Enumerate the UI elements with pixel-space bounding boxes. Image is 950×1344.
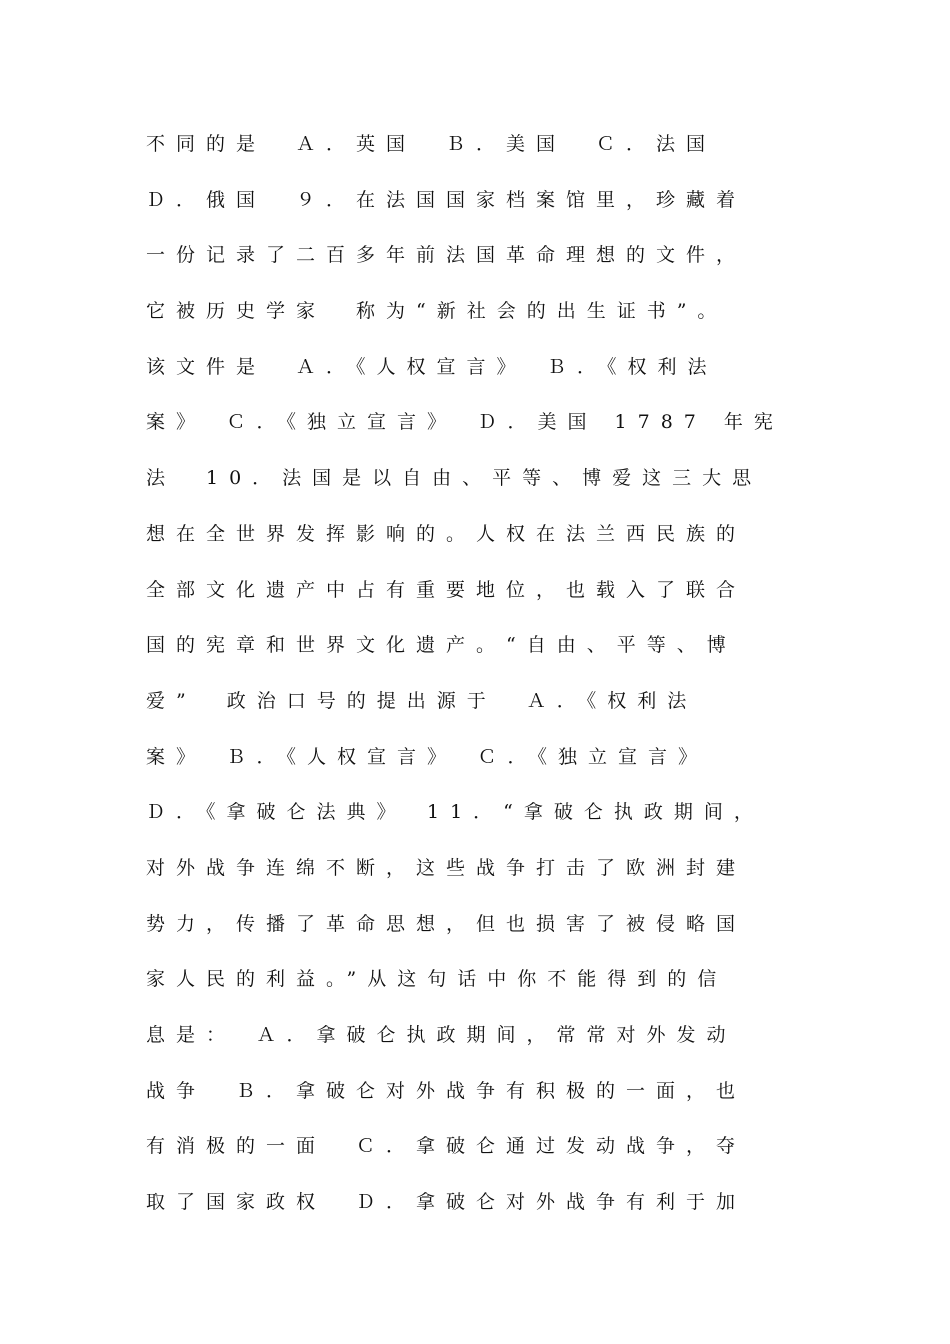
text-line: 势力，传播了革命思想，但也损害了被侵略国 bbox=[146, 912, 747, 935]
text-line: 取了国家政权 Ｄ．拿破仑对外战争有利于加 bbox=[146, 1191, 747, 1214]
text-line: 爱” 政治口号的提出源于 Ａ．《权利法 bbox=[146, 689, 698, 712]
text-line: 国的宪章和世界文化遗产。“自由、平等、博 bbox=[146, 634, 737, 657]
text-line: 想在全世界发挥影响的。人权在法兰西民族的 bbox=[146, 522, 747, 545]
text-line: 该文件是 Ａ．《人权宣言》 Ｂ．《权利法 bbox=[146, 355, 718, 378]
text-line: 案》 Ｂ．《人权宣言》 Ｃ．《独立宣言》 bbox=[146, 745, 709, 768]
text-line: 对外战争连绵不断，这些战争打击了欧洲封建 bbox=[146, 856, 747, 879]
text-line: 全部文化遗产中占有重要地位，也载入了联合 bbox=[146, 578, 747, 601]
text-line: 战争 Ｂ．拿破仑对外战争有积极的一面，也 bbox=[146, 1079, 747, 1102]
text-line: Ｄ．俄国 ９．在法国国家档案馆里，珍藏着 bbox=[146, 188, 747, 211]
text-line: 法 10．法国是以自由、平等、博爱这三大思 bbox=[146, 467, 763, 490]
text-line: 家人民的利益。”从这句话中你不能得到的信 bbox=[146, 968, 728, 991]
text-line: 息是： Ａ．拿破仑执政期间，常常对外发动 bbox=[146, 1024, 737, 1046]
text-line: Ｄ．《拿破仑法典》 11．“拿破仑执政期间， bbox=[146, 801, 764, 824]
text-line: 案》 Ｃ．《独立宣言》 Ｄ．美国 1787 年宪 bbox=[146, 411, 784, 434]
text-line: 有消极的一面 Ｃ．拿破仑通过发动战争，夺 bbox=[146, 1135, 747, 1158]
text-line: 不同的是 Ａ．英国 Ｂ．美国 Ｃ．法国 bbox=[146, 133, 717, 155]
text-line: 它被历史学家 称为“新社会的出生证书”。 bbox=[146, 300, 728, 323]
text-line: 一份记录了二百多年前法国革命理想的文件， bbox=[146, 244, 747, 267]
text-body bbox=[146, 126, 846, 1240]
